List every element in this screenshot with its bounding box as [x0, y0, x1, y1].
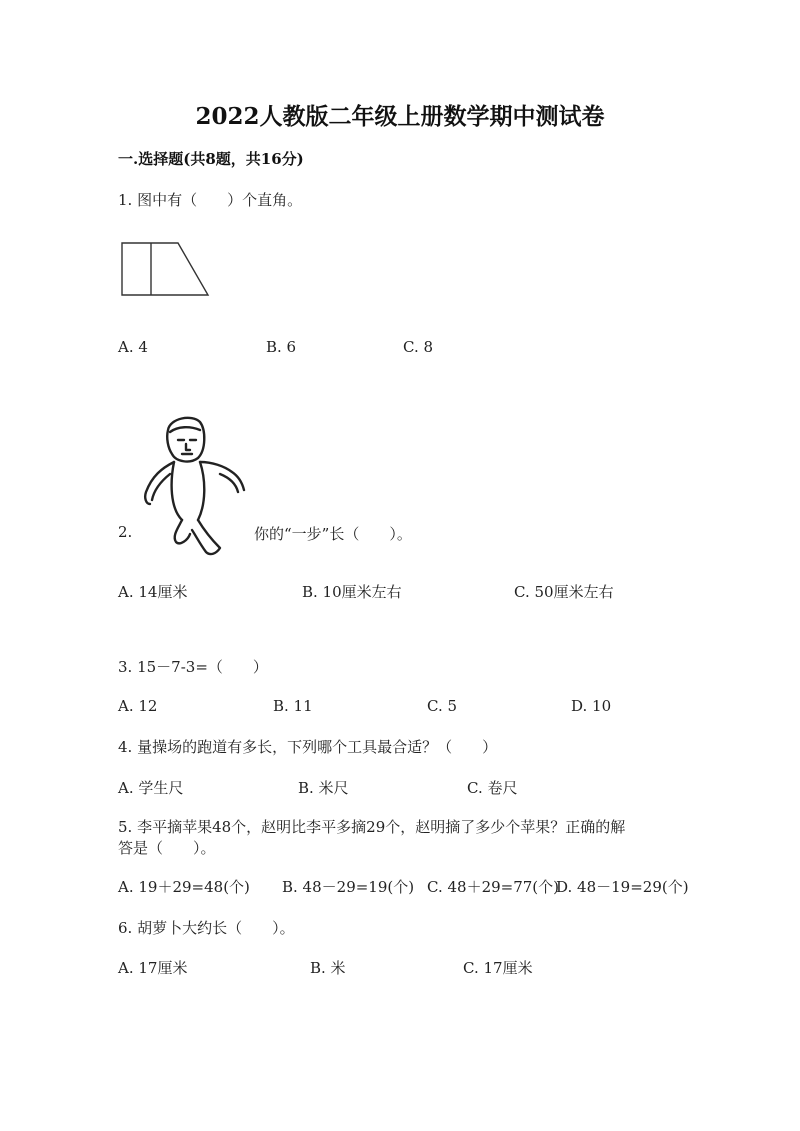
question-3-option-c[interactable]: C. 5: [427, 697, 458, 715]
question-4-option-c[interactable]: C. 卷尺: [467, 779, 518, 797]
question-3-option-a[interactable]: A. 12: [118, 697, 158, 715]
question-2-option-a[interactable]: A. 14厘米: [118, 583, 188, 601]
question-3-option-d[interactable]: D. 10: [571, 697, 612, 715]
question-5-stem-line1: 5. 李平摘苹果48个，赵明比李平多摘29个，赵明摘了多少个苹果？正确的解: [118, 818, 626, 836]
question-2-number: 2.: [118, 523, 133, 541]
question-1-option-b[interactable]: B. 6: [266, 338, 297, 356]
question-1-stem: 1. 图中有（ ）个直角。: [118, 191, 303, 209]
question-5-option-b[interactable]: B. 48－29=19(个): [282, 878, 415, 896]
question-3-option-b[interactable]: B. 11: [273, 697, 313, 715]
question-6-option-c[interactable]: C. 17厘米: [463, 959, 533, 977]
question-5-option-c[interactable]: C. 48＋29=77(个): [427, 878, 560, 896]
question-6-stem: 6. 胡萝卜大约长（ ）。: [118, 919, 295, 937]
question-3-stem: 3. 15－7-3=（ ）: [118, 658, 268, 676]
question-6-option-b[interactable]: B. 米: [310, 959, 346, 977]
question-5-option-a[interactable]: A. 19＋29=48(个): [118, 878, 250, 896]
question-4-option-b[interactable]: B. 米尺: [298, 779, 349, 797]
page-title: 2022人教版二年级上册数学期中测试卷: [195, 103, 605, 130]
question-1-option-c[interactable]: C. 8: [403, 338, 434, 356]
question-5-option-d[interactable]: D. 48－19=29(个): [556, 878, 689, 896]
right-angle-figure: [120, 241, 212, 297]
question-2-stem: 你的“一步”长（ ）。: [254, 525, 412, 543]
question-6-option-a[interactable]: A. 17厘米: [118, 959, 188, 977]
question-1-option-a[interactable]: A. 4: [118, 338, 148, 356]
question-2-option-b[interactable]: B. 10厘米左右: [302, 583, 402, 601]
question-4-option-a[interactable]: A. 学生尺: [118, 779, 184, 797]
question-2-option-c[interactable]: C. 50厘米左右: [514, 583, 614, 601]
walking-person-illustration: [140, 412, 248, 560]
question-4-stem: 4. 量操场的跑道有多长，下列哪个工具最合适？（ ）: [118, 738, 498, 756]
question-5-stem-line2: 答是（ ）。: [118, 839, 216, 857]
section-heading: 一.选择题(共8题，共16分): [118, 150, 304, 168]
